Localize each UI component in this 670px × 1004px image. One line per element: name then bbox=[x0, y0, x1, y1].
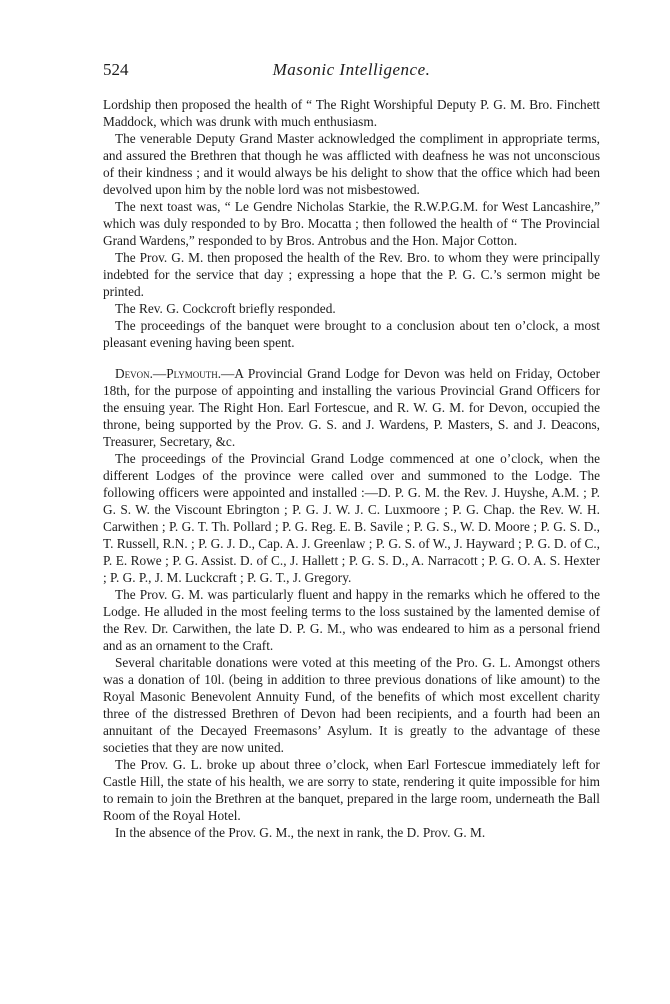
section-lead: Devon.—Plymouth. bbox=[115, 366, 222, 381]
paragraph-11: The Prov. G. L. broke up about three o’clock, when Earl Fortescue immediately left for Castle Hill, the state of his health, we are sorry to state, rendering it quite impossible for him to remain to join the Brethren at the banquet, prepared in the large room, underneath the Ball Room of the Royal Hotel. bbox=[103, 757, 600, 823]
paragraph-5: The Rev. G. Cockcroft briefly responded. bbox=[115, 301, 336, 316]
page-number: 524 bbox=[103, 60, 129, 79]
body-text bbox=[103, 96, 600, 841]
paragraph-12: In the absence of the Prov. G. M., the next in rank, the D. Prov. G. M. bbox=[115, 825, 486, 840]
paragraph-10: Several charitable donations were voted at this meeting of the Pro. G. L. Amongst others was a donation of 10l. (being in addition to three previous donations of like amount) to the Royal Masonic Benevolent Annuity Fund, of the benefits of which most excellent charity three of the distressed Brethren of Devon had been recipients, and a fourth had been an annuitant of the Decayed Freemasons’ Asylum. It is greatly to the advantage of these societies that they are now united. bbox=[103, 655, 600, 755]
paragraph-8: The proceedings of the Provincial Grand Lodge commenced at one o’clock, when the different Lodges of the province were called over and summoned to the Lodge. The following officers were appointed and installed :—D. P. G. M. the Rev. J. Huyshe, A.M. ; P. G. S. W. the Viscount Ebrington ; P. G. J. W. J. C. Luxmoore ; P. G. Chap. the Rev. W. H. Carwithen ; P. G. T. Th. Pollard ; P. G. Reg. E. B. Savile ; P. G. S., W. D. Moore ; P. G. S. D., T. Russell, R.N. ; P. G. J. D., Cap. A. J. Greenlaw ; P. G. S. of W., J. Hayward ; P. G. D. of C., P. E. Rowe ; P. G. Assist. D. of C., J. Hallett ; P. G. S. D., A. Narracott ; P. G. O. A. S. Hexter ; P. G. P., J. M. Luckcraft ; P. G. T., J. Gregory. bbox=[103, 451, 600, 585]
paragraph-devon-text: —A Provincial Grand Lodge for Devon was held on Friday, October 18th, for the purpose of appointing and installing the various Provincial Grand Officers for the ensuing year. The Right Hon. Earl Fortescue, and R. W. G. M. for Devon, occupied the throne, being supported by the Prov. G. S. and J. Wardens, P. Masters, S. and J. Deacons, Treasurer, Secretary, &c. bbox=[103, 366, 600, 449]
paragraph-6: The proceedings of the banquet were brought to a conclusion about ten o’clock, a most pleasant evening having been spent. bbox=[103, 318, 600, 350]
paragraph-4: The Prov. G. M. then proposed the health of the Rev. Bro. to whom they were principally indebted for the service that day ; expressing a hope that the P. G. C.’s sermon might be printed. bbox=[103, 250, 600, 299]
running-title: Masonic Intelligence. bbox=[272, 60, 431, 79]
running-head bbox=[103, 60, 600, 82]
paragraph-devon bbox=[103, 365, 600, 450]
paragraph-9: The Prov. G. M. was particularly fluent and happy in the remarks which he offered to the Lodge. He alluded in the most feeling terms to the loss sustained by the lamented demise of the Rev. Dr. Carwithen, the late D. P. G. M., who was endeared to him as a personal friend and as an ornament to the Craft. bbox=[103, 587, 600, 653]
paragraph-2: The venerable Deputy Grand Master acknowledged the compliment in appropriate terms, and assured the Brethren that though he was afflicted with deafness he was not unconscious of their kindness ; and it would always be his delight to show that the office which had been devolved upon him by the noble lord was not misbestowed. bbox=[103, 131, 600, 197]
paragraph-3: The next toast was, “ Le Gendre Nicholas Starkie, the R.W.P.G.M. for West Lancashire,” which was duly responded to by Bro. Mocatta ; then followed the health of “ The Provincial Grand Wardens,” responded to by Bros. Antrobus and the Hon. Major Cotton. bbox=[103, 199, 600, 248]
paragraph-1: Lordship then proposed the health of “ The Right Worshipful Deputy P. G. M. Bro. Finchett Maddock, which was drunk with much enthusiasm. bbox=[103, 97, 600, 129]
